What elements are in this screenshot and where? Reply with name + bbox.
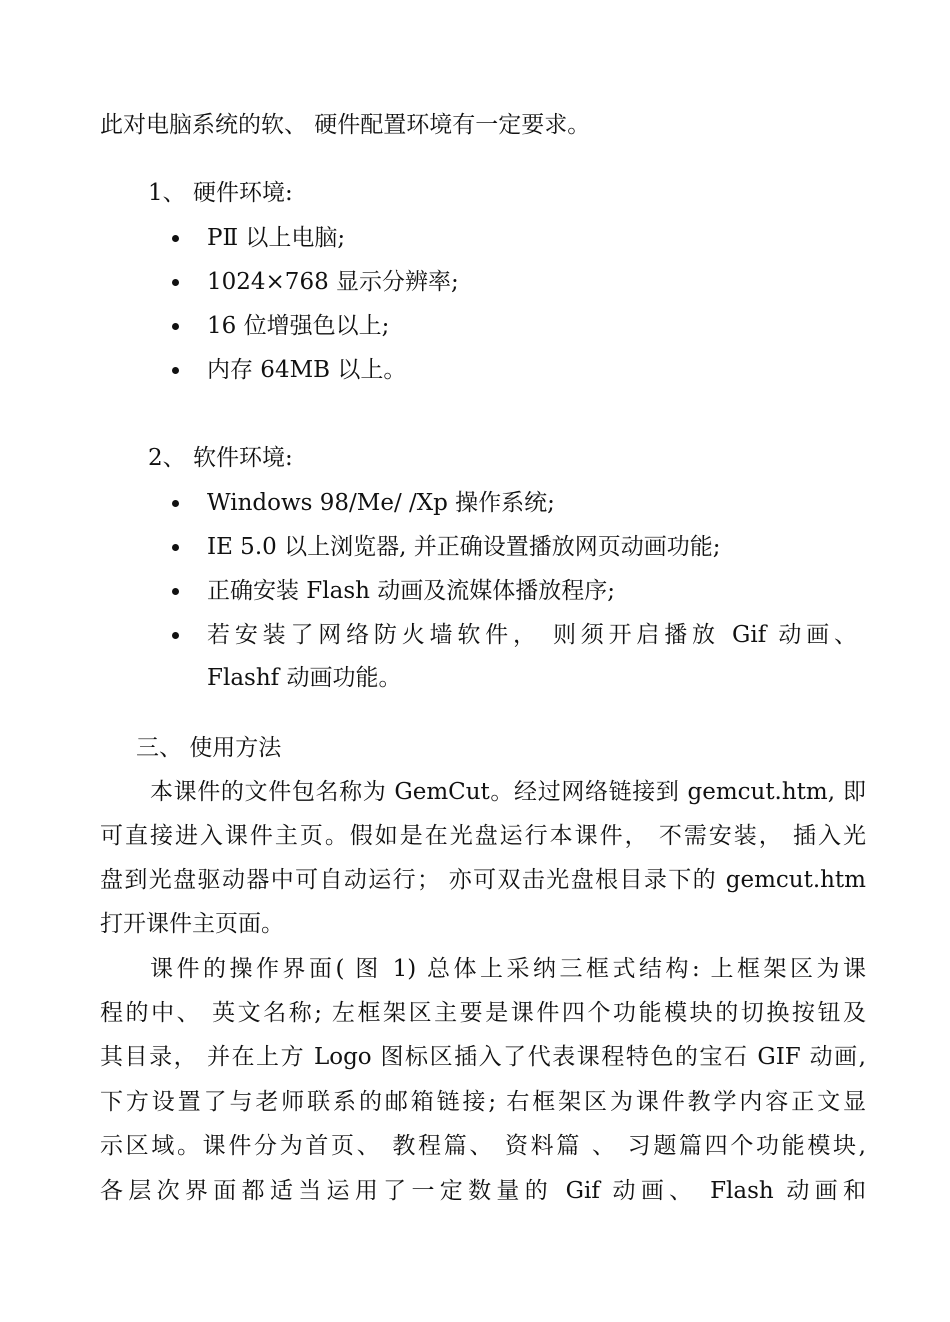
software-item-continuation: Flashf 动画功能。 bbox=[207, 665, 402, 691]
bullet-icon bbox=[172, 367, 179, 374]
usage-paragraph-line: 打开课件主页面。 bbox=[100, 911, 284, 937]
hardware-item: 16 位增强色以上; bbox=[207, 313, 390, 339]
usage-heading: 三、 使用方法 bbox=[136, 735, 282, 761]
usage-paragraph-line: 程的中、 英文名称; 左框架区主要是课件四个功能模块的切换按钮及 bbox=[100, 1000, 866, 1026]
bullet-icon bbox=[172, 632, 179, 639]
hardware-item: 内存 64MB 以上。 bbox=[207, 357, 407, 383]
software-item: Windows 98/Me/ /Xp 操作系统; bbox=[207, 490, 555, 516]
bullet-icon bbox=[172, 500, 179, 507]
hardware-item: 1024×768 显示分辨率; bbox=[207, 269, 459, 295]
usage-paragraph-line: 各层次界面都适当运用了一定数量的 Gif 动画、 Flash 动画和 bbox=[100, 1178, 866, 1204]
intro-line: 此对电脑系统的软、 硬件配置环境有一定要求。 bbox=[100, 112, 591, 138]
usage-paragraph-line: 本课件的文件包名称为 GemCut。经过网络链接到 gemcut.htm, 即 bbox=[150, 779, 866, 805]
software-item: IE 5.0 以上浏览器, 并正确设置播放网页动画功能; bbox=[207, 534, 721, 560]
usage-paragraph-line: 盘到光盘驱动器中可自动运行； 亦可双击光盘根目录下的 gemcut.htm bbox=[100, 867, 866, 893]
software-item: 若安装了网络防火墙软件， 则须开启播放 Gif 动画、 bbox=[207, 622, 857, 648]
hardware-heading: 1、 硬件环境: bbox=[148, 180, 293, 206]
bullet-icon bbox=[172, 323, 179, 330]
software-item: 正确安装 Flash 动画及流媒体播放程序; bbox=[207, 578, 616, 604]
usage-paragraph-line: 课件的操作界面( 图 1) 总体上采纳三框式结构: 上框架区为课 bbox=[150, 956, 866, 982]
bullet-icon bbox=[172, 544, 179, 551]
hardware-item: PⅡ 以上电脑; bbox=[207, 225, 346, 251]
software-heading: 2、 软件环境: bbox=[148, 445, 293, 471]
bullet-icon bbox=[172, 235, 179, 242]
usage-paragraph-line: 下方设置了与老师联系的邮箱链接; 右框架区为课件教学内容正文显 bbox=[100, 1089, 866, 1115]
usage-paragraph-line: 其目录， 并在上方 Logo 图标区插入了代表课程特色的宝石 GIF 动画, bbox=[100, 1044, 866, 1070]
bullet-icon bbox=[172, 588, 179, 595]
bullet-icon bbox=[172, 279, 179, 286]
usage-paragraph-line: 示区域。课件分为首页、 教程篇、 资料篇 、 习题篇四个功能模块, bbox=[100, 1133, 866, 1159]
usage-paragraph-line: 可直接进入课件主页。假如是在光盘运行本课件， 不需安装， 插入光 bbox=[100, 823, 866, 849]
